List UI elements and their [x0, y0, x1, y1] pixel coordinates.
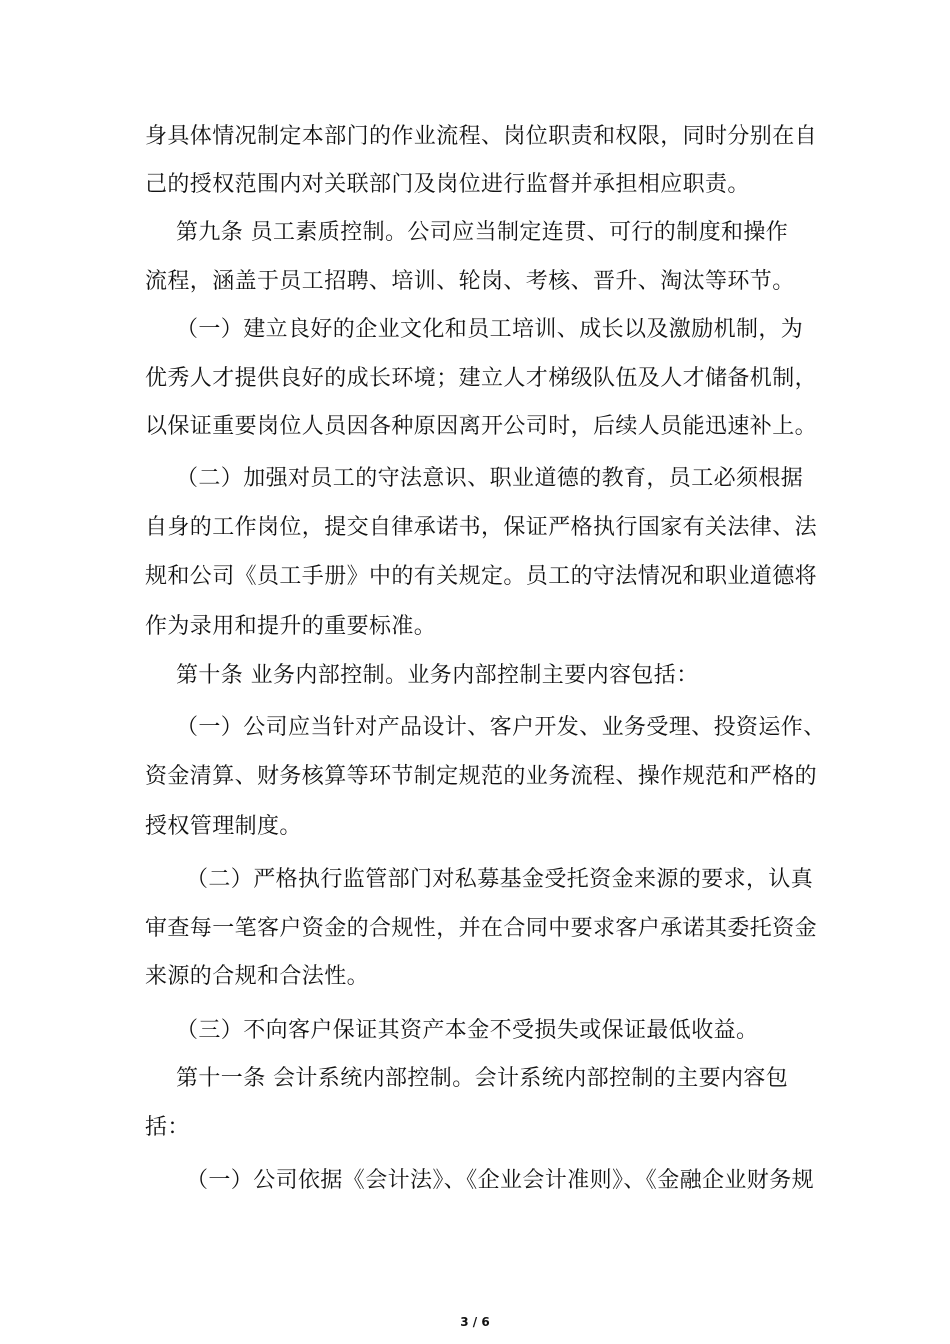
text-line: 括：	[145, 1115, 190, 1140]
text-line: 规和公司《员工手册》中的有关规定。员工的守法情况和职业道德将	[145, 564, 818, 589]
text-line: （一）建立良好的企业文化和员工培训、成长以及激励机制，为	[176, 317, 804, 342]
text-line: 授权管理制度。	[145, 814, 302, 839]
text-line: 第十条 业务内部控制。业务内部控制主要内容包括：	[176, 663, 699, 688]
text-line: 来源的合规和合法性。	[145, 964, 370, 989]
text-line: 身具体情况制定本部门的作业流程、岗位职责和权限，同时分别在自	[145, 124, 818, 149]
text-line: 作为录用和提升的重要标准。	[145, 614, 437, 639]
text-line: （二）加强对员工的守法意识、职业道德的教育，员工必须根据	[176, 466, 804, 491]
page-number: 3 / 6	[460, 1315, 490, 1329]
text-line: （三）不向客户保证其资产本金不受损失或保证最低收益。	[176, 1018, 759, 1043]
text-line: （二）严格执行监管部门对私募基金受托资金来源的要求，认真	[186, 867, 814, 892]
text-line: 优秀人才提供良好的成长环境；建立人才梯级队伍及人才储备机制，	[145, 366, 818, 391]
text-line: （一）公司依据《会计法》、《企业会计准则》、《金融企业财务规	[186, 1168, 815, 1193]
text-line: 审查每一笔客户资金的合规性，并在合同中要求客户承诺其委托资金	[145, 916, 818, 941]
text-line: 资金清算、财务核算等环节制定规范的业务流程、操作规范和严格的	[145, 764, 818, 789]
text-line: （一）公司应当针对产品设计、客户开发、业务受理、投资运作、	[176, 715, 826, 740]
text-line: 第九条 员工素质控制。公司应当制定连贯、可行的制度和操作	[176, 220, 789, 245]
text-line: 以保证重要岗位人员因各种原因离开公司时，后续人员能迅速补上。	[145, 414, 818, 439]
text-line: 己的授权范围内对关联部门及岗位进行监督并承担相应职责。	[145, 172, 750, 197]
text-line: 自身的工作岗位，提交自律承诺书，保证严格执行国家有关法律、法	[145, 515, 818, 540]
text-line: 流程，涵盖于员工招聘、培训、轮岗、考核、晋升、淘汰等环节。	[145, 269, 795, 294]
text-line: 第十一条 会计系统内部控制。会计系统内部控制的主要内容包	[176, 1066, 789, 1091]
